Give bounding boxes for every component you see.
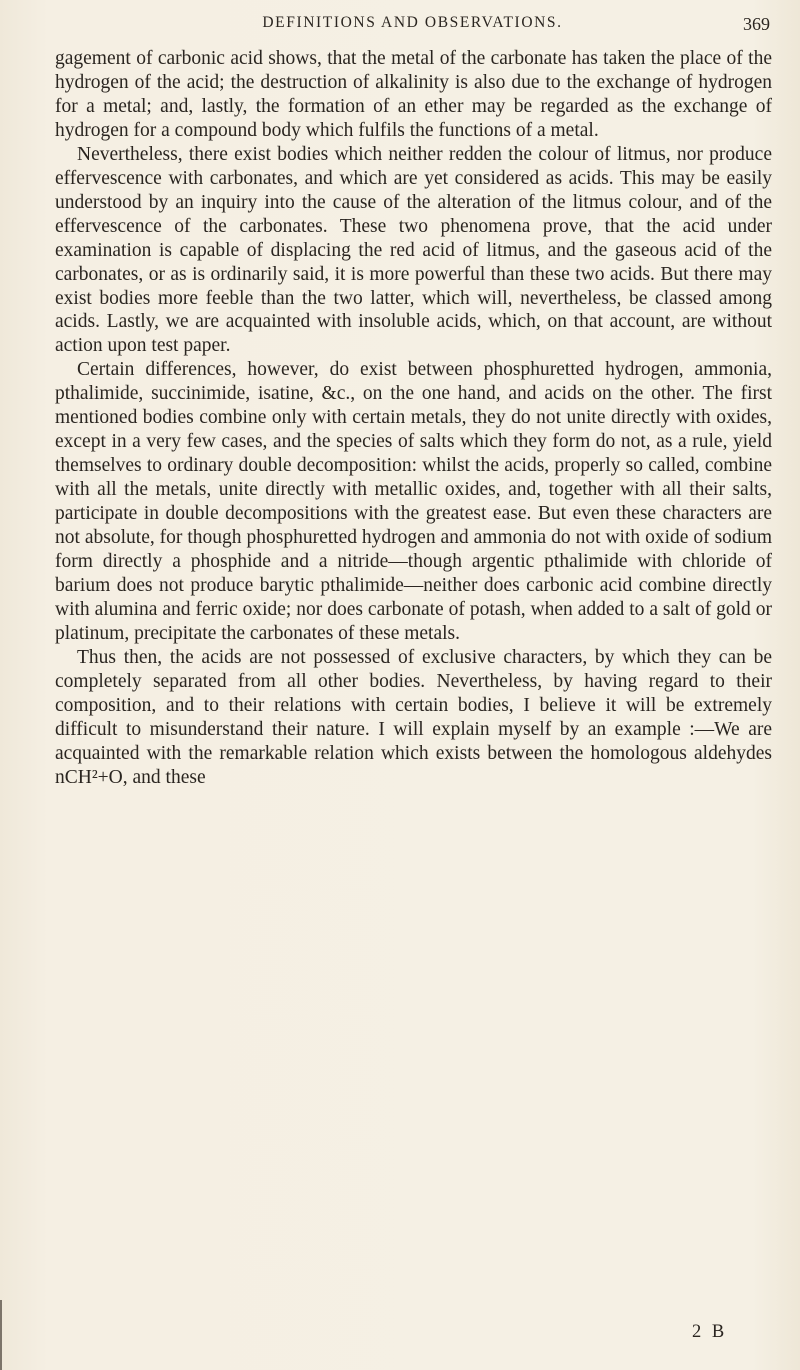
running-head [55,14,770,42]
page-number: 369 [743,14,770,34]
paragraph-3: Certain differences, however, do exist between phosphuretted hydrogen, ammonia, pthalimide, succinimide, isatine, &c., on the one hand, and acids on the other. The first mentioned bodies combine only with certain metals, they do not unite directly with oxides, except in a very few cases, and the species of salts which they form do not, as a rule, yield themselves to ordinary double decomposition: whilst the acids, properly so called, combine with all the metals, unite directly with metallic oxides, and, together with all their salts, participate in double decompositions with the greatest ease. But even these characters are not absolute, for though phosphuretted hydrogen and ammonia do not with oxide of sodium form directly a phosphide and a nitride—though argentic pthalimide with chloride of barium does not produce barytic pthalimide—neither does carbonic acid combine directly with alumina and ferric oxide; nor does carbonate of potash, when added to a salt of gold or platinum, precipitate the carbonates of these metals. [55,359,772,644]
body-text [55,47,772,790]
paragraph-4: Thus then, the acids are not possessed of exclusive characters, by which they can be completely separated from all other bodies. Nevertheless, by having regard to their composition, and to their relations with certain bodies, I believe it will be extremely difficult to misunderstand their nature. I will explain myself by an example :—We are acquainted with the remarkable relation which exists between the homologous aldehydes nCH²+O, and these [55,646,772,788]
signature-mark: 2 B [692,1322,728,1342]
paragraph-2: Nevertheless, there exist bodies which neither redden the colour of litmus, nor produce effervescence with carbonates, and which are yet considered as acids. This may be easily understood by an inquiry into the cause of the alteration of the litmus colour, and of the effervescence of the carbonates. These two phenomena prove, that the acid under examination is capable of displacing the red acid of litmus, and the gaseous acid of the carbonates, or as is ordinarily said, it is more powerful than these two acids. But there may exist bodies more feeble than the two latter, which will, nevertheless, be classed among acids. Lastly, we are acquainted with insoluble acids, which, on that account, are without action upon test paper. [55,143,772,357]
page-edge-shadow [0,1300,2,1370]
running-title: DEFINITIONS AND OBSERVATIONS. [262,14,563,31]
paragraph-1: gagement of carbonic acid shows, that the metal of the carbonate has taken the place of the hydrogen of the acid; the destruction of alkalinity is also due to the exchange of hydrogen for a metal; and, lastly, the formation of an ether may be regarded as the exchange of hydrogen for a compound body which fulfils the functions of a metal. [55,48,772,141]
